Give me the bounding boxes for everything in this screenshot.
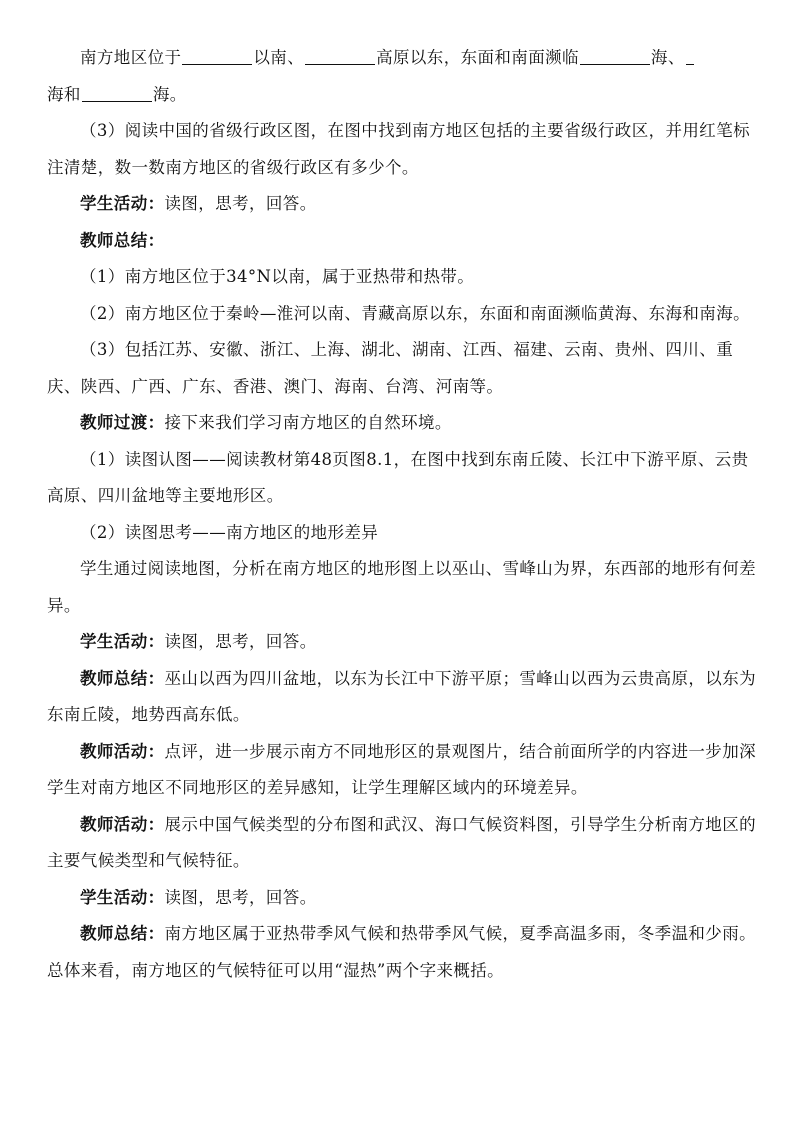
student-activity-2: 学生活动：读图，思考，回答。	[80, 632, 317, 651]
transition-item-2: （2）读图思考——南方地区的地形差异	[80, 522, 379, 542]
answer-blank-4	[82, 84, 152, 102]
student-activity-1: 学生活动：读图，思考，回答。	[80, 194, 317, 213]
question-2-fill-in: 南方地区位于 以南、 高原以东，东面和南面濒临 海、	[47, 40, 762, 77]
teacher-summary-1-item-2: （2）南方地区位于秦岭—淮河以南、青藏高原以东，东面和南面濒临黄海、东海和南海。	[80, 303, 750, 323]
teacher-activity-1: 教师活动：点评，进一步展示南方不同地形区的景观图片，结合前面所学的内容进一步加深学生对南方地区不同地形区的差异感知，让学生理解区域内的环境差异。	[47, 741, 756, 797]
answer-blank-2	[305, 48, 375, 66]
answer-blank-1	[182, 48, 252, 66]
document-page	[47, 40, 762, 989]
student-activity-3: 学生活动：读图，思考，回答。	[80, 887, 317, 907]
transition-item-1: （1）读图认图——阅读教材第48页图8.1，在图中找到东南丘陵、长江中下游平原、云贵高原、四川盆地等主要地形区。	[47, 449, 749, 505]
question-3: （3）阅读中国的省级行政区图，在图中找到南方地区包括的主要省级行政区，并用红笔标注清楚，数一数南方地区的省级行政区有多少个。	[47, 121, 750, 177]
teacher-summary-3: 教师总结：南方地区属于亚热带季风气候和热带季风气候，夏季高温多雨，冬季温和少雨。总体来看，南方地区的气候特征可以用“湿热”两个字来概括。	[47, 924, 756, 980]
teacher-summary-2: 教师总结：巫山以西为四川盆地，以东为长江中下游平原；雪峰山以西为云贵高原，以东为东南丘陵，地势西高东低。	[47, 668, 756, 724]
student-reading-task: 学生通过阅读地图，分析在南方地区的地形图上以巫山、雪峰山为界，东西部的地形有何差异。	[47, 559, 756, 615]
teacher-summary-1-item-3: （3）包括江苏、安徽、浙江、上海、湖北、湖南、江西、福建、云南、贵州、四川、重庆、陕西、广西、广东、香港、澳门、海南、台湾、河南等。	[47, 340, 734, 396]
teacher-transition: 教师过渡：接下来我们学习南方地区的自然环境。	[80, 413, 452, 432]
answer-blank-3	[580, 48, 650, 66]
question-2-fill-in-cont: 海和 海。	[47, 84, 187, 104]
teacher-summary-1-item-1: （1）南方地区位于34°N以南，属于亚热带和热带。	[80, 267, 475, 286]
teacher-summary-1-label: 教师总结：	[80, 230, 165, 250]
answer-blank-4a	[686, 48, 694, 66]
teacher-activity-2: 教师活动：展示中国气候类型的分布图和武汉、海口气候资料图，引导学生分析南方地区的主要气候类型和气候特征。	[47, 814, 756, 870]
